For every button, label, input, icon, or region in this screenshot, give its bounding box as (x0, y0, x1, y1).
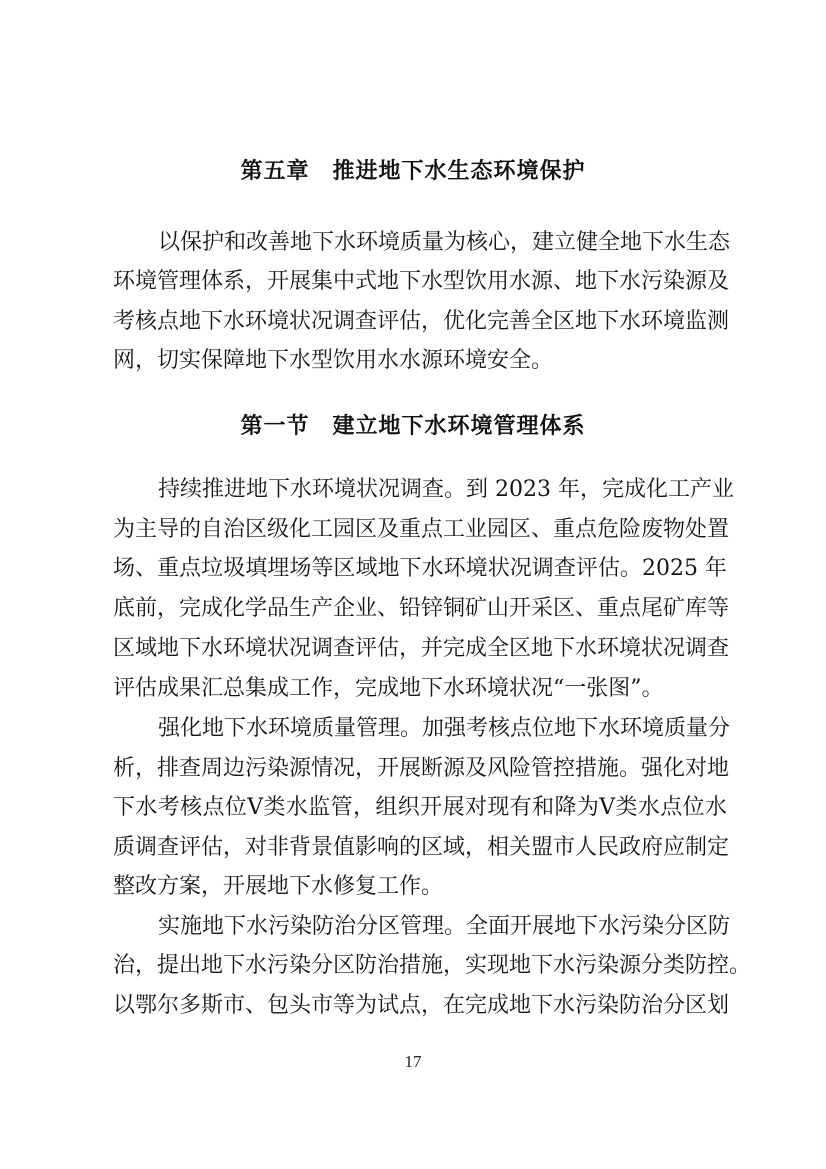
paragraph-line: 持续推进地下水环境状况调查。到 2023 年，完成化工产业 (158, 477, 734, 502)
paragraph-line: 评估成果汇总集成工作，完成地下水环境状况“一张图”。 (113, 676, 664, 701)
paragraph-line: 强化地下水环境质量管理。加强考核点位地下水环境质量分 (158, 716, 731, 741)
section-title: 第一节 建立地下水环境管理体系 (240, 413, 586, 439)
paragraph-line: 场、重点垃圾填埋场等区域地下水环境状况调查评估。2025 年 (113, 556, 727, 581)
intro-line: 以保护和改善地下水环境质量为核心，建立健全地下水生态 (158, 230, 731, 255)
paragraph-line: 下水考核点位Ⅴ类水监管，组织开展对现有和降为Ⅴ类水点位水 (113, 795, 727, 820)
paragraph-line: 治，提出地下水污染分区防治措施，实现地下水污染源分类防控。 (113, 953, 752, 978)
intro-line: 环境管理体系，开展集中式地下水型饮用水源、地下水污染源及 (113, 269, 730, 294)
paragraph-line: 底前，完成化学品生产企业、铅锌铜矿山开采区、重点尾矿库等 (113, 596, 730, 621)
intro-line: 考核点地下水环境状况调查评估，优化完善全区地下水环境监测 (113, 309, 730, 334)
paragraph-line: 以鄂尔多斯市、包头市等为试点，在完成地下水污染防治分区划 (113, 993, 730, 1018)
paragraph-line: 质调查评估，对非背景值影响的区域，相关盟市人民政府应制定 (113, 835, 730, 860)
paragraph-line: 析，排查周边污染源情况，开展断源及风险管控措施。强化对地 (113, 756, 730, 781)
paragraph-line: 整改方案，开展地下水修复工作。 (113, 874, 444, 899)
paragraph-line: 实施地下水污染防治分区管理。全面开展地下水污染分区防 (158, 914, 731, 939)
chapter-title: 第五章 推进地下水生态环境保护 (240, 159, 586, 184)
paragraph-line: 为主导的自治区级化工园区及重点工业园区、重点危险废物处置 (113, 517, 730, 542)
paragraph-line: 区域地下水环境状况调查评估，并完成全区地下水环境状况调查 (113, 636, 730, 661)
intro-line: 网，切实保障地下水型饮用水水源环境安全。 (113, 348, 554, 373)
page-number: 17 (404, 1052, 422, 1071)
